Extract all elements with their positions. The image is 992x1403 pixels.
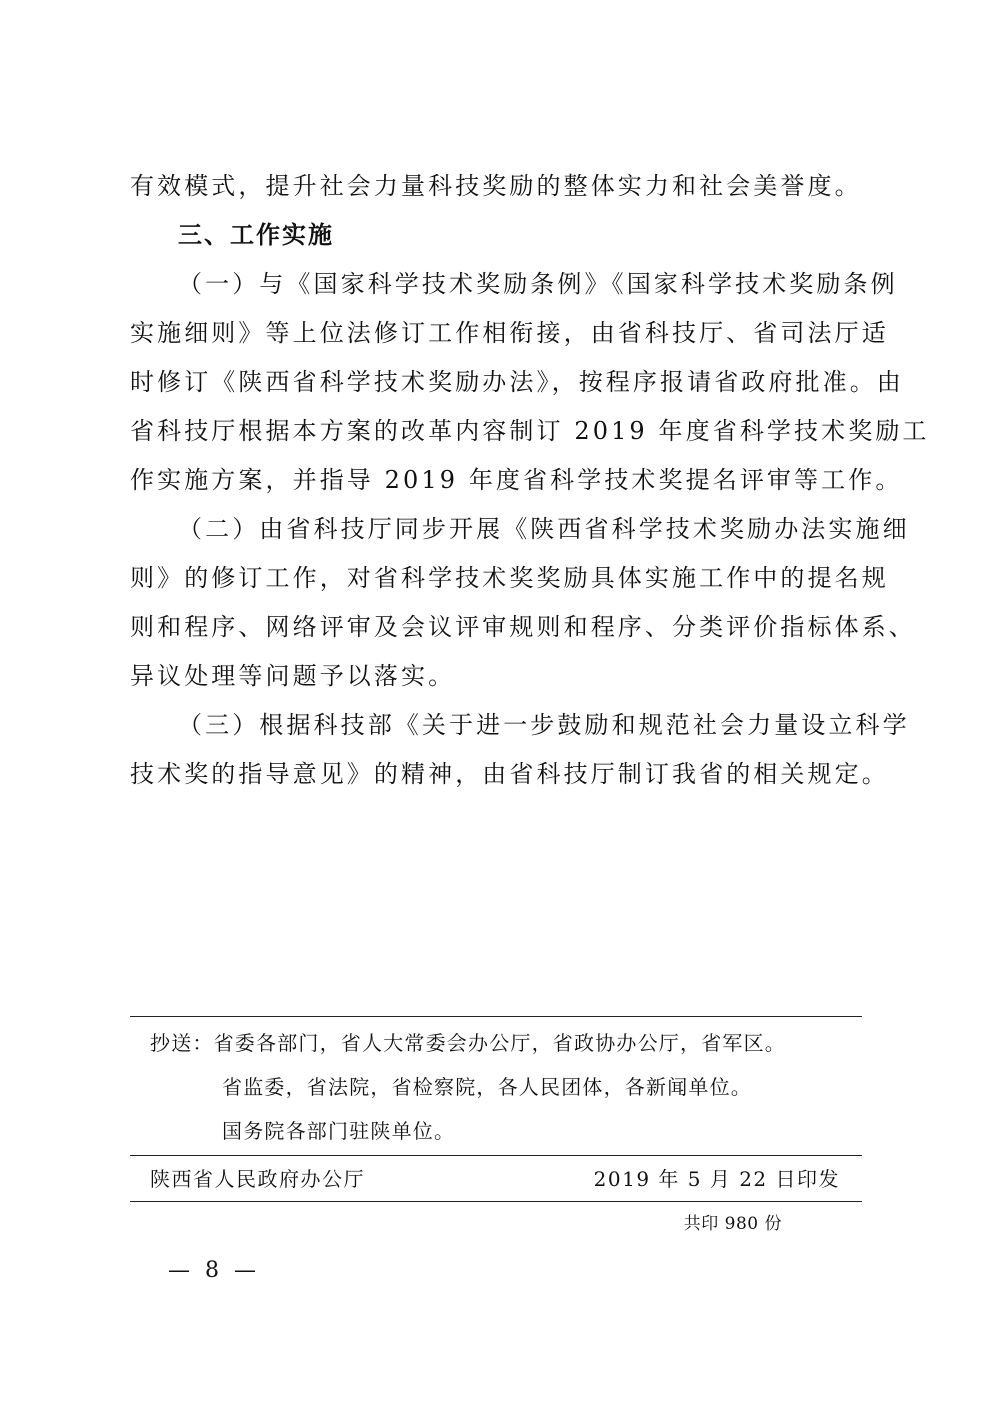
paragraph-2-line: 异议处理等问题予以落实。 <box>130 662 456 690</box>
paragraph-1-line: 时修订《陕西省科学技术奖励办法》，按程序报请省政府批准。由 <box>130 368 904 396</box>
paragraph-1-line: 省科技厅根据本方案的改革内容制订 2019 年度省科学技术奖励工 <box>130 417 930 445</box>
footer-bottom-rule <box>130 1201 862 1202</box>
footer-top-rule <box>130 1016 862 1017</box>
issue-date: 2019 年 5 月 22 日印发 <box>593 1167 840 1191</box>
footer-middle-rule <box>130 1155 862 1156</box>
page-number: — 8 — <box>168 1258 260 1283</box>
issuer-name: 陕西省人民政府办公厅 <box>150 1167 365 1191</box>
cc-line: 抄送：省委各部门，省人大常委会办公厅，省政协办公厅，省军区。 <box>150 1031 786 1055</box>
body-text-line: 有效模式，提升社会力量科技奖励的整体实力和社会美誉度。 <box>130 172 862 200</box>
cc-line: 省监委，省法院，省检察院，各人民团体，各新闻单位。 <box>222 1075 752 1099</box>
print-copies: 共印 980 份 <box>683 1214 782 1234</box>
section-heading: 三、工作实施 <box>178 221 334 249</box>
paragraph-1-line: 实施细则》等上位法修订工作相衔接，由省科技厅、省司法厅适 <box>130 319 889 347</box>
paragraph-1-line: 作实施方案，并指导 2019 年度省科学技术奖提名评审等工作。 <box>130 466 903 494</box>
paragraph-2-line: （二）由省科技厅同步开展《陕西省科学技术奖励办法实施细 <box>178 515 910 543</box>
paragraph-3-line: （三）根据科技部《关于进一步鼓励和规范社会力量设立科学 <box>178 711 910 739</box>
paragraph-2-line: 则》的修订工作，对省科学技术奖奖励具体实施工作中的提名规 <box>130 564 889 592</box>
cc-line: 国务院各部门驻陕单位。 <box>222 1119 456 1143</box>
paragraph-1-line: （一）与《国家科学技术奖励条例》《国家科学技术奖励条例 <box>178 270 898 298</box>
paragraph-2-line: 则和程序、网络评审及会议评审规则和程序、分类评价指标体系、 <box>130 613 916 641</box>
paragraph-3-line: 技术奖的指导意见》的精神，由省科技厅制订我省的相关规定。 <box>130 760 889 788</box>
